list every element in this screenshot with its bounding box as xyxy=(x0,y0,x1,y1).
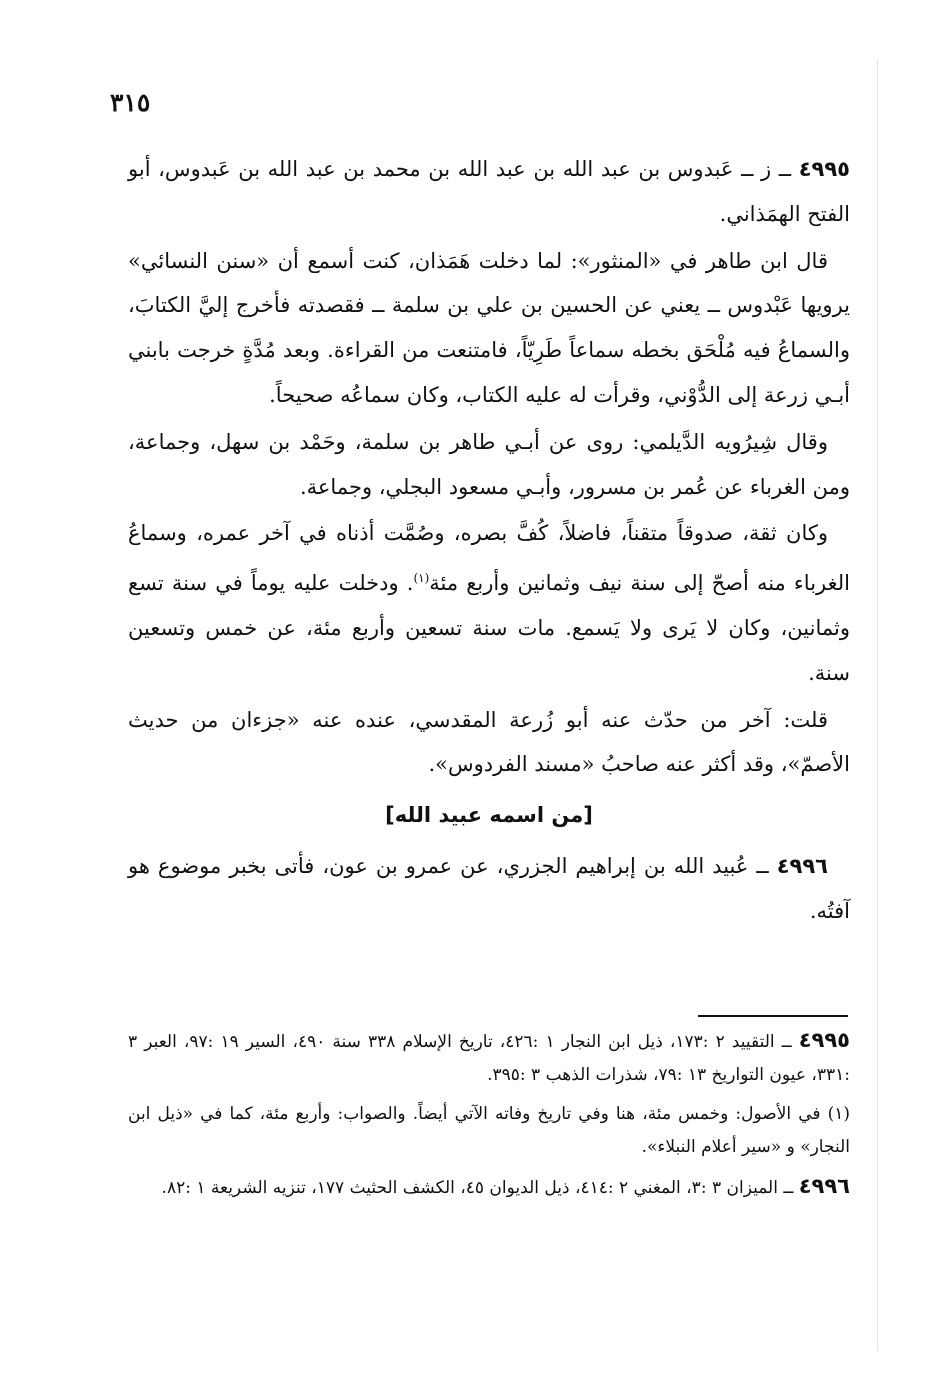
page-edge-line xyxy=(877,60,878,1350)
entry-number: ٤٩٩٦ xyxy=(776,853,829,878)
footnote-entry-number: ٤٩٩٦ xyxy=(798,1174,850,1198)
footnote-marker: (١) xyxy=(827,1104,850,1124)
footnote-text: في الأصول: وخمس مئة، هنا وفي تاريخ وفاته الآتي أيضاً. والصواب: وأربع مئة، كما في «ذيل ابن النجار» و «سير أعلام النبلاء». xyxy=(128,1104,850,1157)
para-3-text-a: وكان ثقة، صدوقاً متقناً، فاضلاً، كُفَّ بصره، وصُمَّت أذناه في آخر عمره، وسماعُ الغرباء منه أصحّ إلى سنة نيف وثمانين وأربع مئة xyxy=(128,521,850,596)
entry-4995-para-4: قلت: آخر من حدّث عنه أبو زُرعة المقدسي، عنده عنه «جزءان من حديث الأصمّ»، وقد أكثر عنه صاحبُ «مسند الفردوس». xyxy=(128,707,850,777)
section-heading: [من اسمه عبيد الله] xyxy=(385,803,593,828)
entry-4996 xyxy=(128,844,850,934)
entry-title: ــ ز ــ عَبدوس بن عبد الله بن عبد الله بن محمد بن عبد الله بن عَبدوس، xyxy=(158,157,792,181)
entry-4995-para-2: وقال شِيرُويه الدَّيلمي: روى عن أبـي طاهر بن سلمة، وحَمْد بن سهل، وجماعة، ومن الغرباء عن عُمر بن مسرور، وأبـي مسعود البجلي، وجماعة. xyxy=(128,429,850,499)
footnotes xyxy=(128,1024,850,1211)
entry-4995-para-1: قال ابن طاهر في «المنثور»: لما دخلت هَمَذان، كنت أسمع أن «سنن النسائي» يرويها عَبْدوس ــ يعني عن الحسين بن علي بن سلمة ــ فقصدته فأخرج إليَّ الكتابَ، والسماعُ فيه مُلْحَق بخطه سماعاً طَرِيّاً، فامتنعت من القراءة. وبعد مُدَّةٍ خرجت بابني أبـي زرعة إلى الدُّوْني، وقرأت له عليه الكتاب، وكان سماعُه صحيحاً. xyxy=(128,248,850,407)
footnote-text: ــ الميزان ٣ :٣، المغني ٢ :٤١٤، ذيل الديوان ٤٥، الكشف الحثيث ١٧٧، تنزيه الشريعة ١ :٨٢. xyxy=(161,1178,794,1198)
entry-4995-para-3 xyxy=(128,511,850,695)
footnote-4995 xyxy=(128,1024,850,1092)
entry-number: ٤٩٩٥ xyxy=(798,157,850,181)
entry-4995-heading xyxy=(128,147,850,237)
entry-title-cont: أبو الفتح الهمَذاني. xyxy=(128,157,850,226)
footnote-divider xyxy=(698,1015,848,1017)
footnote-text: ــ التقييد ٢ :١٧٣، ذيل ابن النجار ١ :٤٢٦، تاريخ الإسلام ٣٣٨ سنة ٤٩٠، السير ١٩ :٩٧، العبر ٣ :٣٣١، عيون التواريخ ١٣ :٧٩، شذرات الذهب ٣ :٣٩٥. xyxy=(128,1032,850,1085)
entry-text: ــ عُبيد الله بن إبراهيم الجزري، عن عمرو بن عون، فأتى بخبر موضوع هو آفتُه. xyxy=(128,853,850,923)
footnote-1 xyxy=(128,1098,850,1164)
footnote-entry-number: ٤٩٩٥ xyxy=(798,1028,851,1052)
page-number: ٣١٥ xyxy=(110,88,151,117)
footnote-4996 xyxy=(128,1170,850,1205)
para-3-text-b: . ودخلت عليه يوماً في سنة تسع وثمانين، وكان لا يَرى ولا يَسمع. مات سنة تسعين وأربع مئة، عن خمس وتسعين سنة. xyxy=(128,571,850,685)
main-text xyxy=(128,147,850,936)
footnote-ref-1[interactable]: (١) xyxy=(413,571,430,586)
